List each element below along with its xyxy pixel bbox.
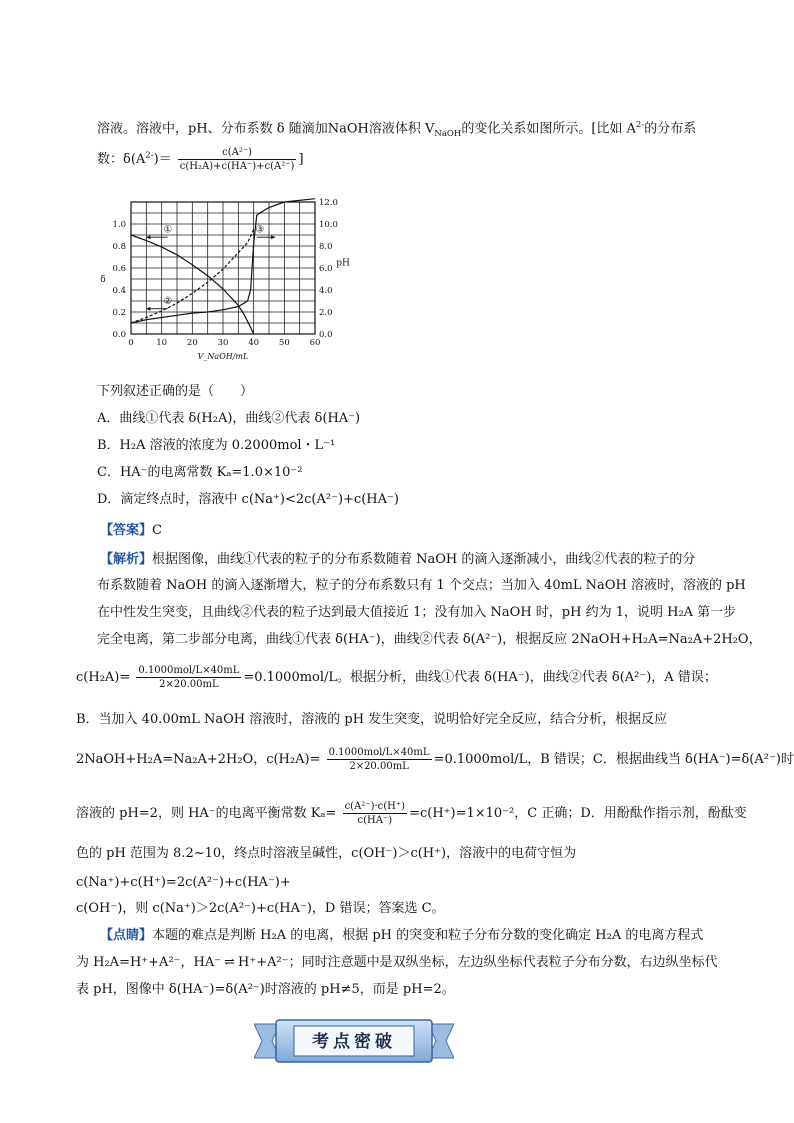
x-tick-label: 60 — [309, 338, 321, 348]
x-tick-label: 20 — [186, 338, 198, 348]
curve-annotation: ③ — [255, 224, 265, 236]
annotation-arrowhead — [146, 235, 150, 239]
highlight-line-3: 表 pH，图像中 δ(HA⁻)=δ(A²⁻)时溶液的 pH≠5，而是 pH=2。 — [76, 982, 455, 997]
concentration-fraction: $\frac{\text{0.1000mol/L×40mL}}{2\times 20.00mL}$ — [138, 665, 240, 690]
y-left-tick-label: 0.8 — [112, 242, 126, 252]
y-right-tick-label: 4.0 — [319, 286, 333, 296]
question-stem: 下列叙述正确的是（ ） — [97, 384, 254, 399]
y-right-tick-label: 6.0 — [319, 264, 333, 274]
ka-fraction: $\frac{\text{c(A²⁻)·c(H⁺)}}{c(HA^-)}$ — [344, 801, 406, 826]
analysis-line-8: 溶液的 pH=2，则 HA⁻的电离平衡常数 Kₐ= $\frac{\text{c(A²⁻)·c(H⁺)}}{c(HA^-)}$ =c(H⁺)=1×10⁻²，C 正确；D．用酚酞作指示剂，酚酞变 — [76, 801, 747, 826]
curve-annotation: ② — [163, 296, 173, 307]
analysis-line-6: B．当加入 40.00mL NaOH 溶液时，溶液的 pH 发生突变，说明恰好完全反应，结合分析，根据反应 — [76, 712, 668, 727]
analysis-line-11: c(OH⁻)，则 c(Na⁺)＞2c(A²⁻)+c(HA⁻)，D 错误；答案选 C。 — [76, 901, 445, 916]
option-a: A．曲线①代表 δ(H₂A)，曲线②代表 δ(HA⁻) — [97, 411, 361, 426]
x-tick-label: 30 — [217, 338, 229, 348]
titration-chart — [97, 190, 357, 365]
intro-line-1: 溶液。溶液中，pH、分布系数 δ 随滴加NaOH溶液体积 $V_{NaOH}$的变化关系如图所示。[比如 $A^{2-}$的分布系 — [97, 120, 697, 139]
y-left-tick-label: 0.0 — [112, 330, 126, 340]
answer: 【答案】C — [100, 523, 162, 538]
section-banner — [254, 1018, 454, 1064]
y-left-tick-label: 0.4 — [112, 286, 126, 296]
analysis-line-1: 【解析】根据图像，曲线①代表的粒子的分布系数随着 NaOH 的滴入逐渐减小，曲线②代表的粒子的分 — [100, 552, 696, 567]
highlight-line-1: 【点睛】本题的难点是判断 H₂A 的电离，根据 pH 的突变和粒子分布分数的变化确定 H₂A 的电离方程式 — [100, 928, 704, 943]
y-right-tick-label: 2.0 — [319, 308, 333, 318]
option-d: D．滴定终点时，溶液中 c(Na⁺)<2c(A²⁻)+c(HA⁻) — [97, 492, 399, 507]
analysis-line-4: 完全电离，第二步部分电离，曲线①代表 δ(HA⁻)，曲线②代表 δ(A²⁻)，根据反应 2NaOH+H₂A=Na₂A+2H₂O， — [97, 632, 762, 647]
analysis-line-9: 色的 pH 范围为 8.2~10，终点时溶液呈碱性，c(OH⁻)＞c(H⁺)，溶液中的电荷守恒为 — [76, 846, 577, 861]
analysis-line-7: 2NaOH+H₂A=Na₂A+2H₂O，c(H₂A)= $\frac{\text{0.1000mol/L×40mL}}{2\times 20.00mL}$ =0.1000mol/L，B 错误；C．根据曲线当 δ(HA⁻)=δ(A²⁻)时 — [76, 747, 794, 772]
analysis-line-3: 在中性发生突变，且曲线②代表的粒子达到最大值接近 1；没有加入 NaOH 时，pH 约为 1，说明 H₂A 第一步 — [97, 605, 737, 620]
analysis-line-10: c(Na⁺)+c(H⁺)=2c(A²⁻)+c(HA⁻)+ — [76, 875, 291, 890]
analysis-line-2: 布系数随着 NaOH 的滴入逐渐增大，粒子的分布系数只有 1 个交点；当加入 40mL NaOH 溶液时，溶液的 pH — [97, 578, 746, 593]
banner-text: 考点密破 — [312, 1032, 396, 1052]
curve-annotation: ① — [163, 224, 173, 236]
distribution-fraction: $\frac{\text{c(A²⁻)}}{\text{c(H₂A)+c(HA⁻)+c(A²⁻)}}$ — [179, 147, 295, 172]
annotation-arrowhead — [271, 235, 275, 239]
y-right-axis-label: pH — [336, 258, 350, 269]
analysis-line-5: c(H₂A)= $\frac{\text{0.1000mol/L×40mL}}{2\times 20.00mL}$ =0.1000mol/L。根据分析，曲线①代表 δ(HA⁻)，曲线②代表 δ(A²⁻)，A 错误； — [76, 665, 717, 690]
y-right-tick-label: 12.0 — [319, 198, 338, 208]
y-left-axis-label: δ — [100, 275, 106, 285]
chart-grid — [131, 202, 315, 334]
option-b: B．H₂A 溶液的浓度为 0.2000mol・L⁻¹ — [97, 438, 336, 453]
y-right-tick-label: 8.0 — [319, 242, 333, 252]
x-tick-label: 0 — [128, 338, 134, 348]
y-left-tick-label: 1.0 — [112, 220, 126, 230]
y-left-tick-label: 0.6 — [112, 264, 126, 274]
y-left-tick-label: 0.2 — [112, 308, 126, 318]
intro-line-2: 数：$\delta(A^{2-})=$ $\frac{\text{c(A²⁻)}}{\text{c(H₂A)+c(HA⁻)+c(A²⁻)}}$ ] — [97, 147, 304, 172]
option-c: C．HA⁻的电离常数 Kₐ=1.0×10⁻² — [97, 465, 303, 480]
x-tick-label: 40 — [248, 338, 260, 348]
y-right-tick-label: 0.0 — [319, 330, 333, 340]
x-tick-label: 10 — [156, 338, 168, 348]
concentration-fraction-2: $\frac{\text{0.1000mol/L×40mL}}{2\times 20.00mL}$ — [328, 747, 430, 772]
x-axis-label: V_NaOH/mL — [197, 352, 249, 361]
highlight-line-2: 为 H₂A=H⁺+A²⁻，HA⁻ ⇌ H⁺+A²⁻；同时注意题中是双纵坐标，左边纵坐标代表粒子分布分数，右边纵坐标代 — [76, 955, 718, 970]
annotation-arrowhead — [146, 307, 150, 311]
x-tick-label: 50 — [278, 338, 290, 348]
equilibrium-arrow: ⇌ — [224, 955, 236, 970]
y-right-tick-label: 10.0 — [319, 220, 338, 230]
